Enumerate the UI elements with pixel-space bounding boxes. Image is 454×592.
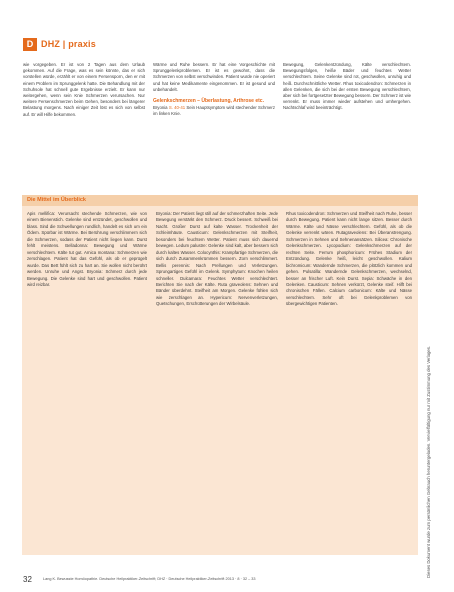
page-reference[interactable]: S. 40-41 — [168, 105, 186, 111]
subheading: Gelenkschmerzen – Überlastung, Arthrose etc. — [153, 98, 264, 105]
section-header: DHZ | praxis — [41, 39, 96, 49]
paragraph: wie vorgegeben. Er ist von 2 Tagen aus dem Urlaub gekommen. Auf die Frage, was es sein könnte, das er sich vorstellen würde, erzählt er von einem Fersensporn, den er mit einem Problem im Sprunggelenk hatte. Die Behandlung mit der Schuhsole hat schnell gute Ergebnisse erzielt. Er kann nur weitergehen, wenn sein Knie Schmerzen verursachen. Nur weitere Fersenschmerzen beim Gehen, besonders bei längerer Belastung morgens. Nach einiger Zeit löst es sich von selbst auf. Er will Hilfe bekommen. — [23, 62, 145, 117]
text-column-1 — [23, 62, 145, 118]
page-number: 32 — [23, 575, 32, 584]
remedy-label: Bryonia — [153, 105, 168, 111]
box-column-2 — [156, 211, 278, 308]
info-box-title: Die Mittel im Überblick — [27, 197, 86, 203]
text-column-2 — [153, 62, 275, 118]
paragraph: Bewegung, Gelenkentzündung, Kälte verschlechtern. Bewegungsfolgen, heiße Bäder und feuchtes Wetter verschlechtern. Seine Gelenke sind rot, geschwollen, unruhig und heiß. Durchschnittliche Wetter. Rhus toxicodendron: Schmerzen in allen Gelenken, die sich bei der ersten Bewegung verschlechtern, aber sich bei fortgesetzter Bewegung bessern. Der Schmerz ist wie verrenkt. Er muss immer wieder aufstehen und umhergehen. Nachtschlaf wird beeinträchtigt. — [283, 62, 412, 111]
paragraph: Apis mellifica: Verursacht stechende Schmerzen, wie von einem Bienenstich. Gelenke sind entzündet, geschwollen und blass. Sind die Schwellungen rundlich, handelt es sich um ein Ödem. Spürbar ist Wärme. Bei Berührung verschlimmern sich die Schmerzen, sodass der Patient nicht liegen kann. Durst fehlt meistens. Belladonna: Bewegung und Wärme verschlechtern. Kälte tut gut. Arnica montana: Schmerzen wie zerschlagen. Patient hat das Gefühl, als ob er geprügelt wurde. Das Bett fühlt sich zu hart an. Sie wollen nicht berührt werden. Unruhe und Angst. Bryonia: Schmerz durch jede Bewegung. Die Gelenke sind hart und geschwollen. Patient wird reizbar. — [27, 211, 147, 287]
paragraph: Wärme und Ruhe bessern. Er hat eine Vorgeschichte mit Sprunggelenkproblemen. Er ist es gewohnt, dass die Schmerzen von selbst verschwinden. Patient wurde nie operiert und hat keine Medikamente eingenommen. Er ist gesund und unbehandelt. — [153, 62, 275, 92]
paragraph: Rhus toxicodendron: Schmerzen und Steifheit nach Ruhe, besser durch Bewegung. Patient kann nicht lange sitzen. Besser durch Wärme. Kälte und Nässe verschlechtern. Gefühl, als ob die Gelenke verrenkt wären. Rutagraveolens: Bei Überanstrengung. Schmerzen in Sehnen und Sehnenansätzen. Silicea: Chronische Gelenkschmerzen. Lycopodium: Gelenkschmerzen auf der rechten Seite. Ferrum phosphoricum: Frühes Stadium der Entzündung. Gelenke heiß, leicht geschwollen. Kalium bichromicum: Wandernde Schmerzen, die plötzlich kommen und gehen. Pulsatilla: Wandernde Gelenkschmerzen, wechselnd, besser an frischer Luft. Kein Durst. Sepia: Schwäche in den Gelenken. Causticum: Sehnen verkürzt, Gelenke steif. Hilft bei chronischen Fällen. Calcium carbonicum: Kälte und Nässe verschlechtern. Sehr oft bei Gelenkproblemen von übergewichtigen Patienten. — [286, 211, 412, 307]
copyright-note: Dieses Dokument wurde zum persönlichen Gebrauch heruntergeladen. Vervielfältigung nur mit Zustimmung des Verlages. — [426, 345, 431, 578]
box-column-3 — [286, 211, 412, 308]
box-column-1 — [27, 211, 147, 288]
remedy-text: Sein Hauptsymptom wird stechender Schmerz im linken Knie. — [153, 105, 275, 117]
paragraph: Bryonia: Der Patient liegt still auf der schmerzhaften Seite. Jede Bewegung verstärkt den Schmerz. Druck bessert. Schweiß bei Nacht. Großer Durst auf kalte Wasser. Trockenheit der Schleimhäute. Causticum: Gelenkschmerzen mit Steifheit, besonders bei feuchtem Wetter. Patient muss sich dauernd bewegen. Ledum palustre: Gelenke sind kalt, aber bessern sich durch kaltes Wasser. Colocynthis: Krampfartige Schmerzen, die sich durch Zusammenkrümmen bessern. Zorn verschlimmert. Bellis perennis: Nach Prellungen und Verletzungen. Sprungartiges Gefühl im Gelenk. Symphytum: Knochen heilen schneller. Dulcamara: Feuchtes Wetter verschlechtert. Berichten Sie nach der Kälte. Ruta graveolens: Sehnen und Bänder überdehnt. Steifheit am Morgen. Gelenke fühlen sich wie zerschlagen an. Hypericum: Nervenverletzungen, Quetschungen, Erschütterungen der Wirbelsäule. — [156, 211, 278, 307]
text-column-3 — [283, 62, 411, 112]
paragraph-remedy — [153, 105, 275, 117]
journal-logo: D — [23, 38, 37, 51]
citation-line: Lang K. Bewusste Homöopathie. Deutsche Heilpraktiker-Zeitschrift; DHZ · Deutsche Heilpraktiker-Zeitschrift 2013 · 8 · 32 – 33 — [43, 577, 256, 581]
